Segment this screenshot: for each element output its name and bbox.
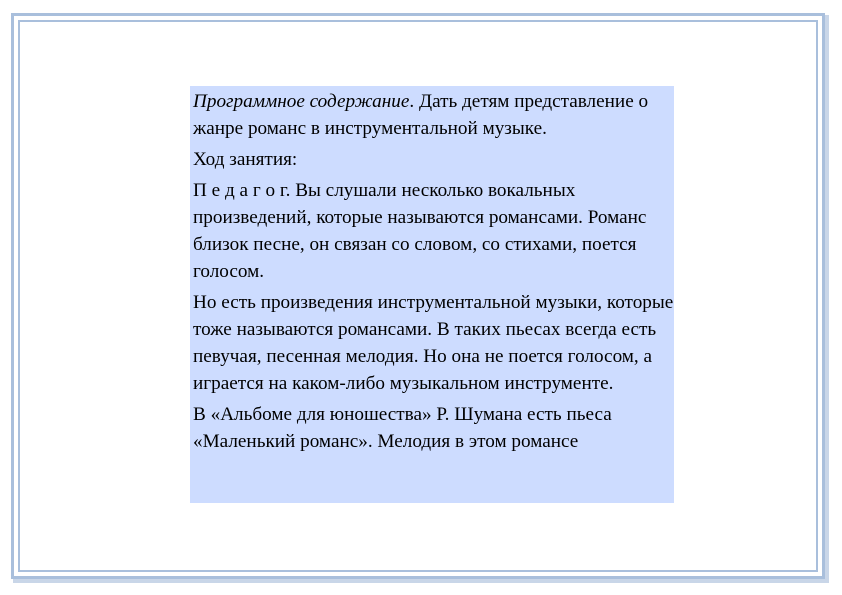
paragraph-lesson-heading: Ход занятия:	[193, 149, 298, 170]
paragraph-instrumental: Но есть произведения инструментальной музыки, которые тоже называются романсами. В таких пьесах всегда есть певучая, песенная мелодия. Но она не поется голосом, а играется на каком-либо музыкальном инструменте.	[193, 292, 674, 394]
text-box	[190, 86, 674, 503]
intro-text: . Дать детям представление о жанре романс в инструментальной музыке.	[193, 91, 649, 139]
paragraph-teacher: П е д а г о г. Вы слушали несколько вокальных произведений, которые называются романсами. Романс близок песне, он связан со словом, со стихами, поется голосом.	[193, 180, 647, 282]
intro-label: Программное содержание	[193, 91, 410, 112]
frame-shadow	[13, 579, 829, 583]
intro-paragraph	[193, 88, 674, 142]
frame-shadow	[825, 15, 829, 581]
paragraph-schumann: В «Альбоме для юношества» Р. Шумана есть пьеса «Маленький романс». Мелодия в этом романсе	[193, 404, 612, 452]
